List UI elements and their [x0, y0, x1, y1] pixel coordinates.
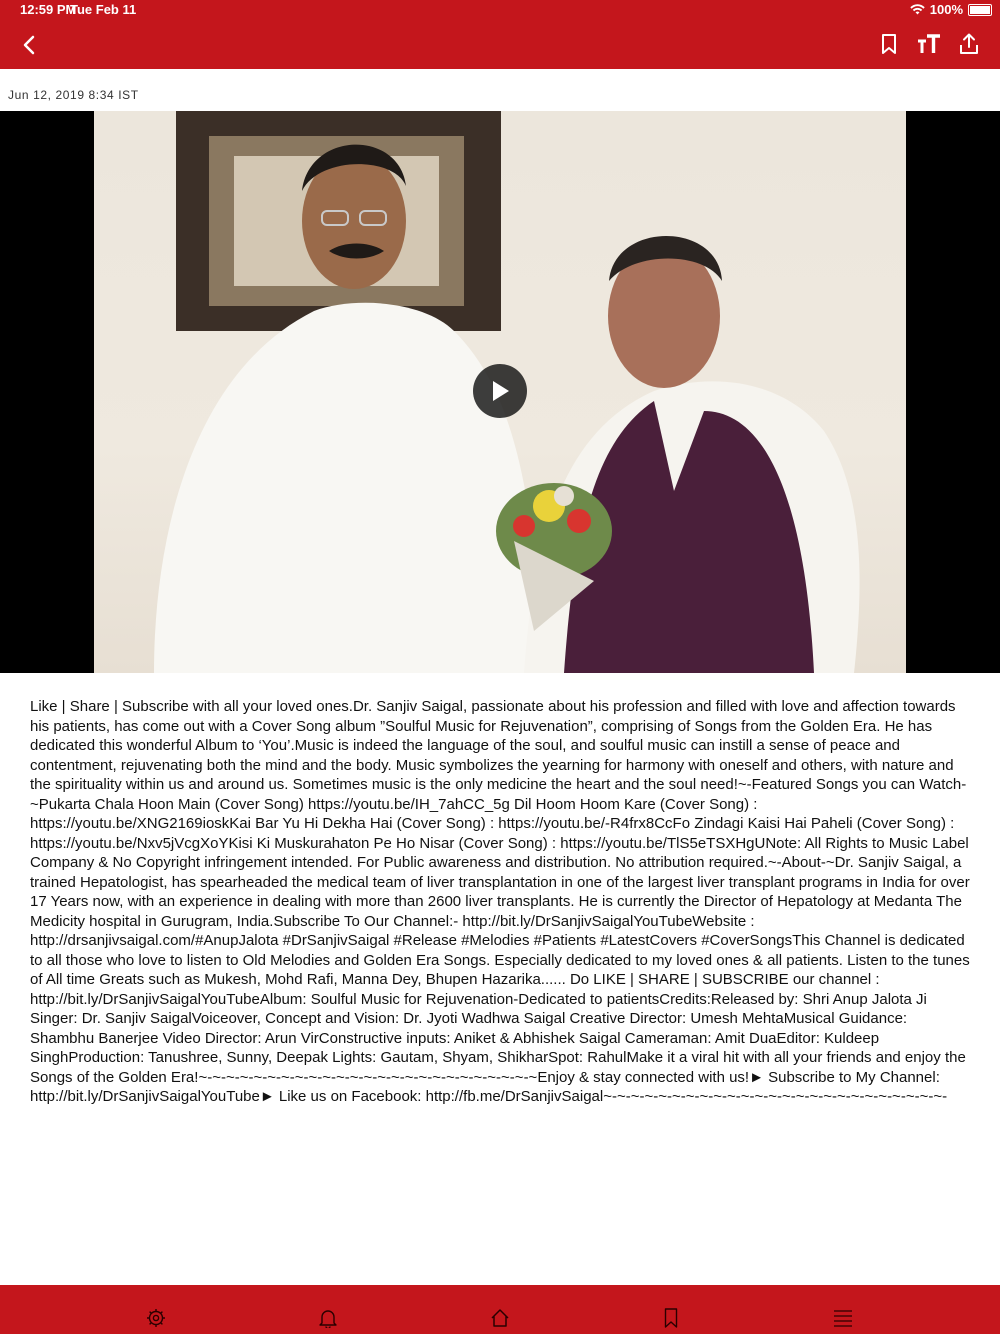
bottom-tab-bar — [0, 1285, 1000, 1334]
tab-notifications[interactable] — [313, 1305, 343, 1331]
wifi-icon — [910, 4, 925, 15]
play-button[interactable] — [473, 364, 527, 418]
publish-date: Jun 12, 2019 8:34 IST — [8, 88, 139, 102]
tab-saved[interactable] — [656, 1305, 686, 1331]
menu-icon — [833, 1309, 853, 1327]
status-time: 12:59 PM — [20, 2, 77, 17]
bell-icon — [319, 1308, 337, 1328]
share-icon — [959, 33, 979, 55]
back-button[interactable] — [14, 30, 44, 60]
status-indicators — [910, 2, 992, 17]
bookmark-icon — [664, 1308, 678, 1328]
status-date: Tue Feb 11 — [70, 2, 137, 17]
gear-icon — [146, 1308, 166, 1328]
battery-percent: 100% — [929, 2, 963, 17]
chevron-left-icon — [22, 35, 36, 55]
share-button[interactable] — [956, 30, 982, 58]
text-size-icon — [917, 34, 941, 54]
bookmark-icon — [881, 34, 897, 54]
article-body: Like | Share | Subscribe with all your loved ones.Dr. Sanjiv Saigal, passionate about his profession and filled with love and affection towards his patients, has come out with a Cover Song album ”Soulful Music for Rejuvenation”, comprising of Songs from the Golden Era. He has dedicated this wonderful Album to ‘You’.Music is indeed the language of the soul, and soulful music can instill a sense of peace and contentment, rejuvenating both the mind and the body. Music symbolizes the yearning for harmony with oneself and others, with nature and the spirituality within us and around us. Sometimes music is the only medicine the heart and the soul need!~-Featured Songs you can Watch-~Pukarta Chala Hoon Main (Cover Song) https://youtu.be/IH_7ahCC_5g Dil Hoom Hoom Kare (Cover Song) : https://youtu.be/XNG2169ioskKai Bar Yu Hi Dekha Hai (Cover Song) : https://youtu.be/-R4frx8CcFo Zindagi Kaisi Hai Paheli (Cover Song) : https://youtu.be/Nxv5jVcgXoYKisi Ki Muskurahaton Pe Ho Nisar (Cover Song) : https://youtu.be/TlS5eTSXHgUNote: All Rights to Music Label Company & No Copyright infringement intended. For Public awareness and distribution. No attribution required.~-About-~Dr. Sanjiv Saigal, a trained Hepatologist, has spearheaded the medical team of liver transplantation in one of the largest liver transplant programs in India for over 17 Years now, with an experience in dealing with more than 2600 liver transplants. He is currently the Director of Hepatology at Medanta The Medicity hospital in Gurugram, India.Subscribe To Our Channel:- http://bit.ly/DrSanjivSaigalYouTubeWebsite : http://drsanjivsaigal.com/#AnupJalota #DrSanjivSaigal #Release #Melodies #Patients #LatestCovers #CoverSongsThis Channel is dedicated to all those who love to listen to Old Melodies and Golden Era Songs. Especially dedicated to my loved ones & all patients. Listen to the tunes of All time Greats such as Mukesh, Mohd Rafi, Manna Dey, Bhupen Hazarika...... Do LIKE | SHARE | SUBSCRIBE our channel : http://bit.ly/DrSanjivSaigalYouTubeAlbum: Soulful Music for Rejuvenation-Dedicated to patientsCredits:Released by: Shri Anup Jalota Ji Singer: Dr. Sanjiv SaigalVoiceover, Concept and Vision: Dr. Jyoti Wadhwa Saigal Creative Director: Umesh MehtaMusical Guidance: Shambhu Banerjee Video Director: Arun VirConstructive inputs: Aniket & Abhishek Saigal Cameraman: Amit DuaEditor: Kuldeep SinghProduction: Tanushree, Sunny, Deepak Lights: Gautam, Shyam, ShikharSpot: RahulMake it a viral hit with all your friends and enjoy the Songs of the Golden Era!~-~-~-~-~-~-~-~-~-~-~-~-~-~-~-~-~-~-~-~-~-~-~-~-~Enjoy & stay connected with us!► Subscribe to My Channel: http://bit.ly/DrSanjivSaigalYouTube► Like us on Facebook: http://fb.me/DrSanjivSaigal~-~-~-~-~-~-~-~-~-~-~-~-~-~-~-~-~-~-~-~-~-~-~-~-~- — [30, 698, 970, 1105]
bookmark-button[interactable] — [876, 30, 902, 58]
nav-actions — [876, 30, 982, 58]
home-icon — [490, 1308, 510, 1328]
tab-home[interactable] — [485, 1305, 515, 1331]
tab-menu[interactable] — [828, 1305, 858, 1331]
play-icon — [489, 379, 511, 403]
tab-settings[interactable] — [141, 1305, 171, 1331]
top-bar — [0, 0, 1000, 69]
video-player[interactable] — [0, 111, 1000, 673]
battery-icon — [968, 4, 992, 16]
text-size-button[interactable] — [916, 30, 942, 58]
